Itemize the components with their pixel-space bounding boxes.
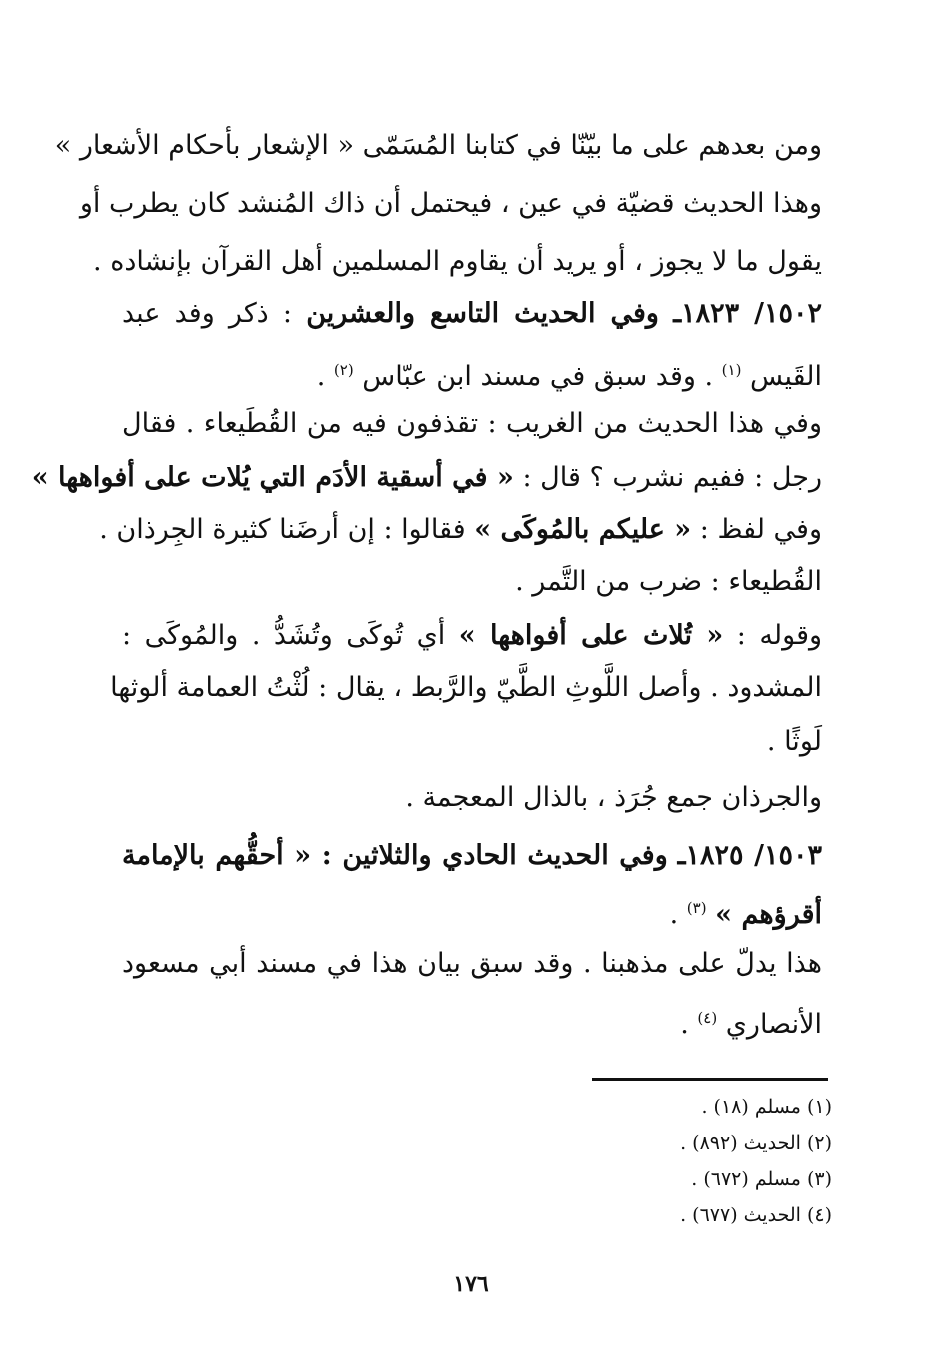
text-span: وفي لفظ : [699, 514, 822, 545]
hadith-heading-1502 [122, 286, 822, 342]
text-span: القَيس [750, 361, 822, 392]
text-span: أي تُوكَى وتُشَدُّ . والمُوكَى : [122, 620, 446, 651]
text-span: . [316, 361, 326, 392]
body-line [99, 502, 822, 558]
body-line: لَوثًا . [766, 726, 822, 757]
footnote-ref: (٢) [333, 361, 354, 379]
text-span: . وقد سبق في مسند ابن عبّاس [362, 361, 714, 392]
footnote-divider [592, 1078, 828, 1081]
footnote-ref: (٤) [697, 1009, 718, 1027]
hadith-number: ١٥٠٢/ ١٨٢٣ـ [673, 298, 823, 329]
footnote: (١) مسلم (١٨) . [701, 1096, 832, 1118]
body-line: والجرذان جمع جُرَذ ، بالذال المعجمة . [405, 782, 822, 813]
text-span: . [669, 899, 679, 930]
quote-bold: « في أسقية الأدَم التي يُلات على أفواهها » [31, 462, 514, 493]
body-line [122, 342, 822, 398]
body-line: المشدود . وأصل اللَّوثِ الطَّيّ والرَّبط ، يقال : لُثْتُ العمامة ألوثها [110, 672, 822, 703]
hadith-text: : ذكر وفد عبد [122, 298, 292, 329]
hadith-title: وفي الحديث التاسع والعشرين [306, 298, 659, 329]
body-line: وهذا الحديث قضيّة في عين ، فيحتمل أن ذاك المُنشد كان يطرب أو [79, 188, 822, 219]
page-number: ١٧٦ [453, 1271, 489, 1297]
text-span: رجل : ففيم نشرب ؟ قال : [522, 462, 822, 493]
body-line [122, 880, 822, 936]
body-line: وفي هذا الحديث من الغريب : تقذفون فيه من القُطَيعاء . فقال [122, 408, 822, 439]
footnote-ref: (٣) [686, 899, 707, 917]
text-span: الأنصاري [725, 1009, 822, 1040]
footnote: (٤) الحديث (٦٧٧) . [680, 1204, 832, 1226]
text-span: . [680, 1009, 689, 1040]
footnote-ref: (١) [721, 361, 742, 379]
hadith-title: وفي الحديث الحادي والثلاثين : « أحقُّهم بالإمامة [122, 840, 668, 871]
body-line: القُطيعاء : ضرب من التَّمر . [515, 566, 822, 597]
body-line [122, 608, 822, 664]
footnote: (٣) مسلم (٦٧٢) . [691, 1168, 832, 1190]
body-line: يقول ما لا يجوز ، أو يريد أن يقاوم المسلمين أهل القرآن بإنشاده . [93, 246, 822, 277]
hadith-heading-1503 [122, 828, 822, 884]
quote-bold: أقرؤهم » [715, 899, 822, 930]
quote-bold: « تُلاث على أفواهها » [458, 620, 724, 651]
text-span: وقوله : [736, 620, 823, 651]
footnote: (٢) الحديث (٨٩٢) . [680, 1132, 832, 1154]
text-span: فقالوا : إن أرضَنا كثيرة الجِرذان . [99, 514, 466, 545]
body-line [122, 990, 822, 1046]
body-line: هذا يدلّ على مذهبنا . وقد سبق بيان هذا في مسند أبي مسعود [122, 948, 822, 979]
quote-bold: « عليكم بالمُوكَى » [474, 514, 692, 545]
body-line: ومن بعدهم على ما بيّنّا في كتابنا المُسَمّى « الإشعار بأحكام الأشعار » [54, 130, 822, 161]
hadith-number: ١٥٠٣/ ١٨٢٥ـ [677, 840, 822, 871]
body-line [31, 450, 822, 506]
